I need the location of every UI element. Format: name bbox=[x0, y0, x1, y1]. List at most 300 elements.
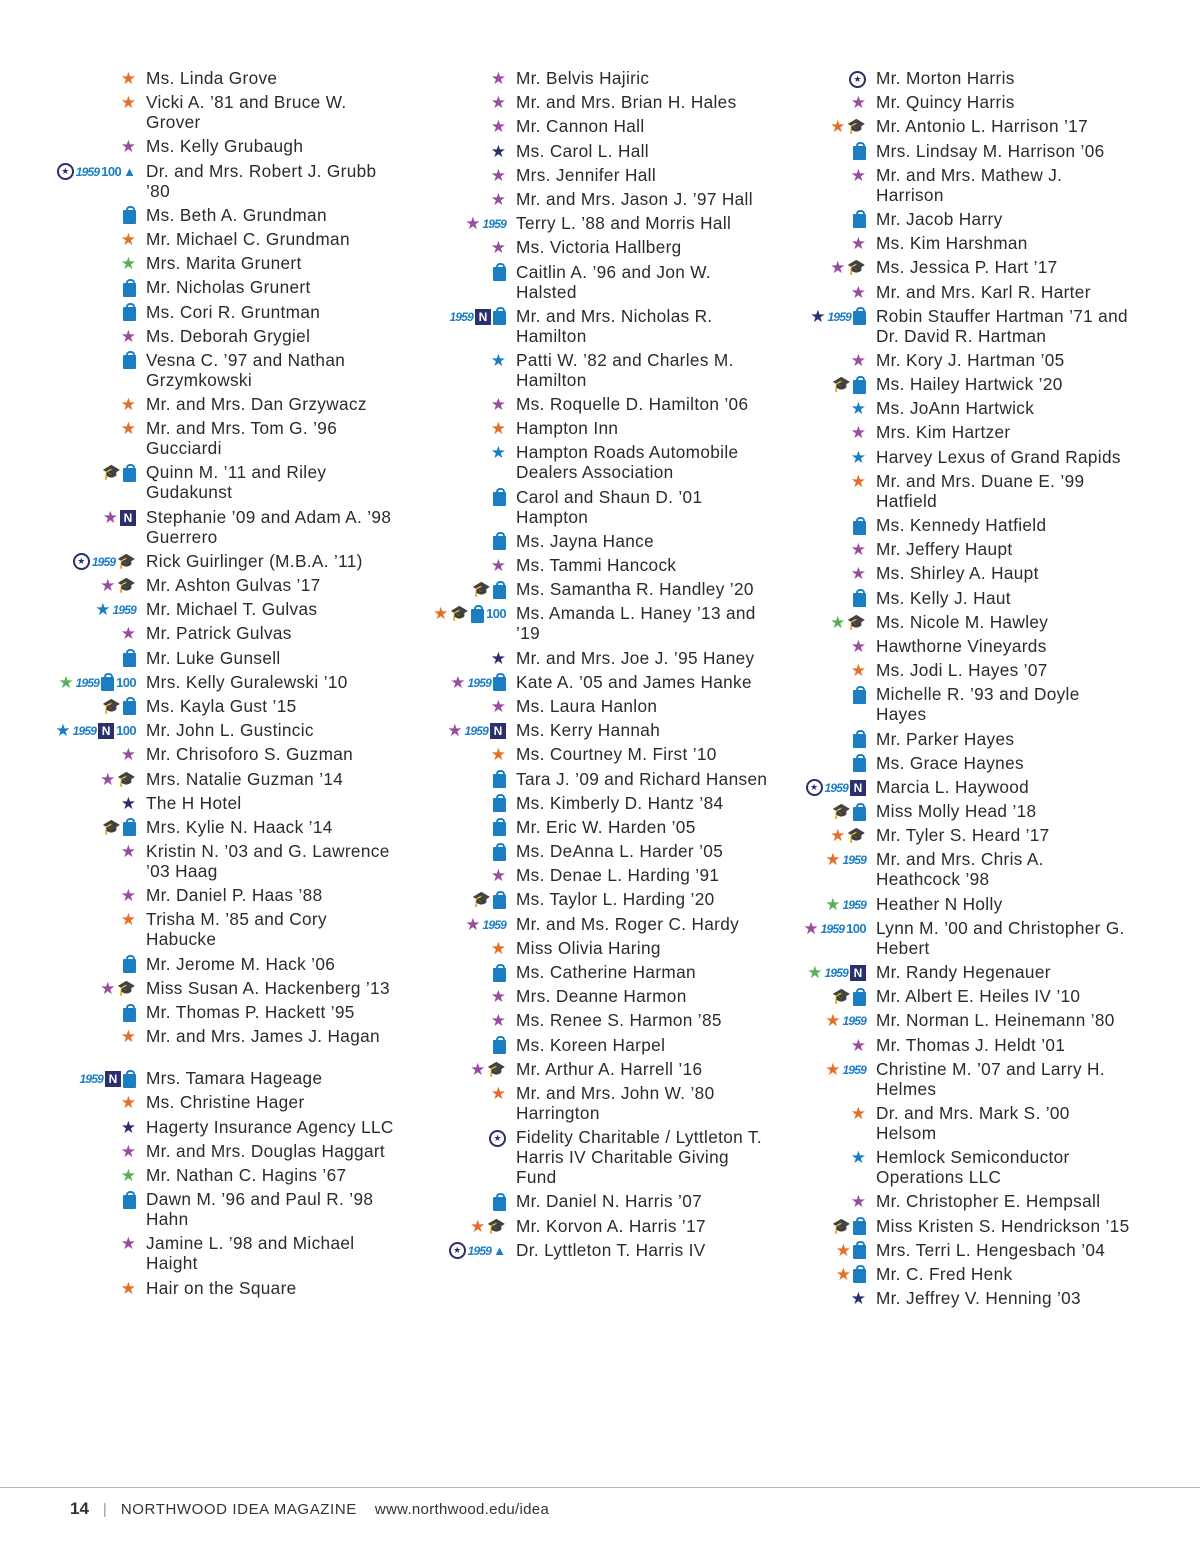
purple-star-icon: ★ bbox=[490, 117, 506, 137]
orange-star-icon: ★ bbox=[120, 419, 136, 439]
donor-name: Mrs. Deanne Harmon bbox=[516, 986, 687, 1007]
donor-name: Mr. Chrisoforo S. Guzman bbox=[146, 744, 354, 765]
shopping-bag-icon bbox=[123, 283, 136, 297]
donor-entry bbox=[0, 462, 420, 502]
shopping-bag-icon bbox=[853, 807, 866, 821]
donor-icon-group bbox=[400, 720, 516, 740]
donor-icon-group bbox=[0, 623, 146, 643]
donor-icon-group bbox=[400, 262, 516, 282]
donor-icon-group bbox=[0, 161, 146, 181]
orange-star-icon: ★ bbox=[470, 1216, 486, 1236]
purple-star-icon: ★ bbox=[490, 165, 506, 185]
northwood-n-icon: N bbox=[98, 723, 114, 739]
donor-entry bbox=[0, 1278, 420, 1298]
donor-name: Ms. Jayna Hance bbox=[516, 530, 655, 551]
donor-entry bbox=[0, 744, 420, 764]
donor-entry bbox=[0, 394, 420, 414]
donor-icon-group bbox=[0, 1068, 146, 1088]
graduation-cap-icon: 🎓 bbox=[472, 891, 491, 909]
donor-entry bbox=[760, 684, 1200, 724]
donor-name: Stephanie ’09 and Adam A. ’98 Guerrero bbox=[146, 506, 392, 547]
donor-name: Ms. Tammi Hancock bbox=[516, 555, 677, 575]
donor-name: Mr. Thomas P. Hackett ’95 bbox=[146, 1002, 355, 1022]
graduation-cap-icon: 🎓 bbox=[487, 1060, 506, 1078]
donor-entry bbox=[760, 636, 1200, 656]
donor-entry bbox=[400, 603, 800, 643]
donor-icon-group bbox=[0, 1233, 146, 1253]
donor-name: Mrs. Lindsay M. Harrison ’06 bbox=[876, 140, 1105, 161]
shopping-bag-icon bbox=[853, 992, 866, 1006]
donor-icon-group bbox=[0, 302, 146, 322]
circle-star-icon: ★ bbox=[489, 1130, 506, 1147]
donor-entry bbox=[0, 909, 420, 949]
donor-entry bbox=[0, 161, 420, 201]
donor-icon-group bbox=[760, 306, 876, 326]
page-footer bbox=[70, 1499, 549, 1519]
orange-star-icon: ★ bbox=[825, 1059, 841, 1079]
donor-icon-group bbox=[400, 986, 516, 1006]
1959-society-icon: 1959 bbox=[112, 603, 136, 618]
donor-name: Mr. and Mrs. Duane E. ’99 Hatfield bbox=[876, 470, 1085, 511]
purple-star-icon: ★ bbox=[450, 672, 466, 692]
donor-name: Trisha M. ’85 and Cory Habucke bbox=[146, 909, 327, 950]
purple-star-icon: ★ bbox=[490, 556, 506, 575]
donor-name: Mr. Ashton Gulvas ’17 bbox=[146, 575, 321, 595]
1959-society-icon: 1959 bbox=[842, 897, 866, 912]
donor-icon-group bbox=[0, 720, 146, 740]
donor-entry bbox=[0, 793, 420, 813]
donor-entry bbox=[760, 233, 1200, 253]
donor-icon-group bbox=[400, 1035, 516, 1055]
donor-icon-group bbox=[400, 141, 516, 161]
orange-star-icon: ★ bbox=[490, 419, 506, 439]
donor-name: Dr. and Mrs. Robert J. Grubb ’80 bbox=[146, 160, 377, 201]
donor-entry bbox=[400, 889, 800, 909]
shopping-bag-icon bbox=[101, 677, 114, 691]
graduation-cap-icon: 🎓 bbox=[832, 803, 851, 821]
magazine-url[interactable]: www.northwood.edu/idea bbox=[374, 1500, 550, 1518]
donor-icon-group bbox=[400, 793, 516, 813]
donor-entry bbox=[760, 471, 1200, 511]
donor-entry bbox=[0, 672, 420, 692]
centennial-100-icon: 100 bbox=[486, 606, 506, 622]
donor-name: Mr. Daniel P. Haas ’88 bbox=[146, 885, 323, 906]
donor-icon-group bbox=[0, 1002, 146, 1022]
orange-star-icon: ★ bbox=[120, 1278, 136, 1298]
donor-entry bbox=[0, 68, 420, 88]
donor-icon-group bbox=[760, 68, 876, 88]
1959-society-icon: 1959 bbox=[75, 675, 100, 690]
donor-name: Mr. Christopher E. Hempsall bbox=[876, 1191, 1101, 1212]
donor-entry bbox=[0, 326, 420, 346]
donor-entry bbox=[760, 165, 1200, 205]
donor-entry bbox=[400, 1127, 800, 1187]
donor-name: Miss Molly Head ’18 bbox=[876, 801, 1037, 822]
donor-icon-group bbox=[400, 1240, 516, 1260]
donor-entry bbox=[400, 1010, 800, 1030]
donor-name: Ms. Deborah Grygiel bbox=[146, 325, 311, 346]
donor-entry bbox=[400, 841, 800, 861]
donor-name: Heather N Holly bbox=[876, 893, 1003, 914]
donor-icon-group bbox=[400, 237, 516, 257]
donor-name: Mr. and Mrs. Nicholas R. Hamilton bbox=[516, 305, 713, 346]
donor-entry bbox=[0, 507, 420, 547]
donor-name: Mr. Tyler S. Heard ’17 bbox=[876, 825, 1050, 846]
1959-society-icon: 1959 bbox=[827, 309, 851, 324]
donor-entry bbox=[400, 189, 800, 209]
purple-star-icon: ★ bbox=[120, 624, 136, 644]
donor-entry bbox=[400, 962, 800, 982]
donor-icon-group bbox=[400, 938, 516, 958]
donor-entry bbox=[400, 141, 800, 161]
donor-name: Ms. Jodi L. Hayes ’07 bbox=[876, 660, 1048, 681]
purple-star-icon: ★ bbox=[100, 978, 116, 998]
donor-entry bbox=[760, 1010, 1200, 1030]
green-star-icon: ★ bbox=[825, 894, 841, 914]
1959-society-icon: 1959 bbox=[467, 1243, 492, 1258]
donor-name: Christine M. ’07 and Larry H. Helmes bbox=[876, 1058, 1105, 1099]
centennial-100-icon: 100 bbox=[101, 163, 122, 179]
shopping-bag-icon bbox=[493, 311, 506, 325]
donor-name: Mrs. Kylie N. Haack ’14 bbox=[146, 816, 333, 837]
donor-column-1 bbox=[0, 68, 420, 1302]
purple-star-icon: ★ bbox=[490, 238, 506, 258]
donor-entry bbox=[760, 1147, 1200, 1187]
purple-star-icon: ★ bbox=[465, 914, 481, 934]
donor-name: Mr. Jacob Harry bbox=[876, 208, 1003, 229]
donor-name: Ms. Kelly J. Haut bbox=[876, 587, 1011, 608]
donor-name: Kate A. ’05 and James Hanke bbox=[516, 671, 752, 692]
donor-name: Vicki A. ’81 and Bruce W. Grover bbox=[146, 92, 347, 133]
donor-icon-group bbox=[760, 1059, 876, 1079]
purple-star-icon: ★ bbox=[850, 234, 866, 254]
1959-society-icon: 1959 bbox=[79, 1072, 103, 1087]
donor-name: Dr. Lyttleton T. Harris IV bbox=[516, 1239, 706, 1260]
shopping-bag-icon bbox=[123, 355, 136, 369]
donor-entry bbox=[0, 205, 420, 225]
shopping-bag-icon bbox=[853, 521, 866, 535]
donor-entry bbox=[400, 865, 800, 885]
donor-name: Mr. and Ms. Roger C. Hardy bbox=[516, 913, 740, 934]
donor-icon-group bbox=[760, 1191, 876, 1211]
shopping-bag-icon bbox=[471, 609, 484, 623]
donor-name: Mrs. Terri L. Hengesbach ’04 bbox=[876, 1239, 1106, 1260]
donor-name: Mr. Belvis Hajiric bbox=[516, 68, 650, 88]
donor-entry bbox=[0, 954, 420, 974]
centennial-100-icon: 100 bbox=[116, 674, 136, 690]
donor-icon-group bbox=[0, 575, 146, 595]
donor-entry bbox=[760, 209, 1200, 229]
donor-entry bbox=[400, 769, 800, 789]
donor-entry bbox=[0, 1189, 420, 1229]
purple-star-icon: ★ bbox=[120, 886, 136, 906]
donor-icon-group bbox=[760, 539, 876, 559]
donor-icon-group bbox=[400, 962, 516, 982]
graduation-cap-icon: 🎓 bbox=[847, 827, 866, 845]
northwood-n-icon: N bbox=[105, 1071, 121, 1087]
donor-entry bbox=[760, 1059, 1200, 1099]
orange-star-icon: ★ bbox=[850, 471, 866, 491]
donor-icon-group bbox=[760, 986, 876, 1006]
donor-name: Mr. and Mrs. Dan Grzywacz bbox=[146, 394, 367, 415]
graduation-cap-icon: 🎓 bbox=[832, 376, 851, 394]
orange-star-icon: ★ bbox=[120, 93, 136, 113]
donor-entry bbox=[400, 744, 800, 764]
donor-entry bbox=[0, 1068, 420, 1088]
donor-icon-group bbox=[400, 889, 516, 909]
donor-icon-group bbox=[0, 92, 146, 112]
blue-star-icon: ★ bbox=[490, 443, 506, 463]
donor-name: Mr. Albert E. Heiles IV ’10 bbox=[876, 986, 1081, 1007]
northwood-n-icon: N bbox=[850, 965, 866, 981]
donor-entry bbox=[400, 672, 800, 692]
donor-icon-group bbox=[400, 841, 516, 861]
donor-icon-group bbox=[0, 885, 146, 905]
graduation-cap-icon: 🎓 bbox=[487, 1217, 506, 1235]
donor-icon-group bbox=[760, 209, 876, 229]
donor-icon-group bbox=[760, 729, 876, 749]
donor-entry bbox=[0, 229, 420, 249]
donor-entry bbox=[400, 487, 800, 527]
donor-name: Mr. and Mrs. Douglas Haggart bbox=[146, 1140, 386, 1161]
donor-icon-group bbox=[0, 1278, 146, 1298]
donor-entry bbox=[0, 769, 420, 789]
1959-society-icon: 1959 bbox=[824, 780, 848, 795]
donor-name: Mr. Kory J. Hartman ’05 bbox=[876, 349, 1065, 370]
donor-entry bbox=[760, 141, 1200, 161]
donor-name: Ms. Roquelle D. Hamilton ’06 bbox=[516, 394, 749, 415]
donor-icon-group bbox=[0, 1141, 146, 1161]
donor-entry bbox=[400, 555, 800, 575]
donor-name: Mrs. Jennifer Hall bbox=[516, 164, 657, 185]
donor-column-3 bbox=[760, 68, 1200, 1312]
donor-icon-group bbox=[400, 914, 516, 934]
donor-icon-group bbox=[0, 769, 146, 789]
donor-icon-group bbox=[400, 165, 516, 185]
1959-society-icon: 1959 bbox=[842, 1014, 866, 1029]
donor-icon-group bbox=[0, 350, 146, 370]
purple-star-icon: ★ bbox=[850, 350, 866, 370]
donor-entry bbox=[0, 136, 420, 156]
shopping-bag-icon bbox=[123, 701, 136, 715]
donor-entry bbox=[0, 1165, 420, 1185]
donor-icon-group bbox=[400, 744, 516, 764]
orange-star-icon: ★ bbox=[490, 1083, 506, 1103]
donor-icon-group bbox=[760, 1035, 876, 1055]
donor-entry bbox=[760, 612, 1200, 632]
donor-icon-group bbox=[760, 1264, 876, 1284]
purple-star-icon: ★ bbox=[850, 540, 866, 560]
donor-icon-group bbox=[760, 282, 876, 302]
donor-name: Tara J. ’09 and Richard Hansen bbox=[516, 768, 768, 789]
circle-star-icon: ★ bbox=[806, 779, 823, 796]
donor-entry bbox=[400, 1059, 800, 1079]
donor-icon-group bbox=[0, 136, 146, 156]
donor-column-2 bbox=[400, 68, 800, 1264]
donor-name: Ms. Jessica P. Hart ’17 bbox=[876, 257, 1058, 278]
donor-name: Mr. Michael T. Gulvas bbox=[146, 599, 318, 620]
purple-star-icon: ★ bbox=[490, 1011, 506, 1031]
shopping-bag-icon bbox=[853, 593, 866, 607]
donor-icon-group bbox=[760, 1147, 876, 1167]
navy-star-icon: ★ bbox=[120, 793, 136, 813]
purple-star-icon: ★ bbox=[447, 721, 463, 741]
donor-entry bbox=[0, 648, 420, 668]
shopping-bag-icon bbox=[123, 959, 136, 973]
shopping-bag-icon bbox=[123, 1195, 136, 1209]
donor-icon-group bbox=[0, 1165, 146, 1185]
orange-star-icon: ★ bbox=[120, 1093, 136, 1113]
donor-entry bbox=[400, 720, 800, 740]
donor-icon-group bbox=[760, 918, 876, 938]
donor-name: Mrs. Natalie Guzman ’14 bbox=[146, 768, 344, 789]
donor-entry bbox=[400, 418, 800, 438]
donor-name: Ms. Renee S. Harmon ’85 bbox=[516, 1010, 722, 1031]
shopping-bag-icon bbox=[493, 798, 506, 812]
donor-entry bbox=[400, 817, 800, 837]
shopping-bag-icon bbox=[853, 758, 866, 772]
donor-icon-group bbox=[400, 394, 516, 414]
donor-entry bbox=[0, 575, 420, 595]
graduation-cap-icon: 🎓 bbox=[832, 1217, 851, 1235]
donor-name: Mrs. Tamara Hageage bbox=[146, 1068, 323, 1089]
donor-icon-group bbox=[400, 865, 516, 885]
donor-icon-group bbox=[400, 1083, 516, 1103]
donor-entry bbox=[0, 817, 420, 837]
graduation-cap-icon: 🎓 bbox=[847, 118, 866, 136]
donor-name: Ms. Hailey Hartwick ’20 bbox=[876, 374, 1063, 395]
donor-name: Mr. Jeffrey V. Henning ’03 bbox=[876, 1288, 1081, 1309]
donor-entry bbox=[760, 1035, 1200, 1055]
donor-name: Mr. Arthur A. Harrell ’16 bbox=[516, 1058, 703, 1079]
donor-name: Robin Stauffer Hartman ’71 and Dr. David R. Hartman bbox=[876, 305, 1128, 346]
shopping-bag-icon bbox=[123, 307, 136, 321]
northwood-n-icon: N bbox=[475, 309, 491, 325]
donor-icon-group bbox=[0, 1092, 146, 1112]
1959-society-icon: 1959 bbox=[842, 853, 866, 868]
circle-star-icon: ★ bbox=[73, 553, 90, 570]
donor-name: Mr. C. Fred Henk bbox=[876, 1263, 1013, 1284]
purple-star-icon: ★ bbox=[850, 423, 866, 443]
donor-icon-group bbox=[0, 253, 146, 273]
green-star-icon: ★ bbox=[120, 254, 136, 274]
donor-entry bbox=[760, 660, 1200, 680]
donor-entry bbox=[760, 918, 1200, 958]
donor-icon-group bbox=[400, 418, 516, 438]
donor-entry bbox=[400, 165, 800, 185]
donor-name: Mr. Morton Harris bbox=[876, 68, 1015, 88]
purple-star-icon: ★ bbox=[490, 395, 506, 415]
shopping-bag-icon bbox=[123, 1008, 136, 1022]
donor-icon-group bbox=[400, 213, 516, 233]
donor-name: Mr. Jerome M. Hack ’06 bbox=[146, 953, 336, 974]
donor-name: Ms. Christine Hager bbox=[146, 1092, 305, 1113]
shopping-bag-icon bbox=[493, 968, 506, 982]
donor-name: Fidelity Charitable / Lyttleton T. Harris IV Charitable Giving Fund bbox=[516, 1127, 762, 1188]
donor-name: Hampton Roads Automobile Dealers Association bbox=[516, 442, 739, 483]
donor-icon-group bbox=[760, 92, 876, 112]
purple-star-icon: ★ bbox=[850, 282, 866, 302]
donor-icon-group bbox=[760, 1010, 876, 1030]
shopping-bag-icon bbox=[123, 653, 136, 667]
donor-entry bbox=[760, 1191, 1200, 1211]
graduation-cap-icon: 🎓 bbox=[117, 552, 136, 570]
donor-icon-group bbox=[0, 1026, 146, 1046]
donor-icon-group bbox=[400, 189, 516, 209]
donor-icon-group bbox=[400, 68, 516, 88]
northwood-n-icon: N bbox=[490, 723, 506, 739]
donor-entry bbox=[0, 1117, 420, 1137]
donor-entry bbox=[0, 418, 420, 458]
orange-star-icon: ★ bbox=[830, 117, 846, 137]
donor-icon-group bbox=[760, 233, 876, 253]
donor-icon-group bbox=[0, 394, 146, 414]
donor-entry bbox=[760, 282, 1200, 302]
orange-star-icon: ★ bbox=[825, 850, 841, 870]
donor-entry bbox=[400, 394, 800, 414]
donor-name: Mrs. Marita Grunert bbox=[146, 253, 302, 274]
navy-star-icon: ★ bbox=[850, 1289, 866, 1309]
donor-name: Carol and Shaun D. ’01 Hampton bbox=[516, 486, 703, 527]
donor-entry bbox=[400, 442, 800, 482]
donor-icon-group bbox=[400, 817, 516, 837]
shopping-bag-icon bbox=[493, 1040, 506, 1054]
donor-icon-group bbox=[760, 1216, 876, 1236]
donor-entry bbox=[400, 938, 800, 958]
donor-icon-group bbox=[760, 374, 876, 394]
shopping-bag-icon bbox=[853, 1221, 866, 1235]
donor-name: Ms. Taylor L. Harding ’20 bbox=[516, 889, 715, 910]
donor-name: Ms. Kelly Grubaugh bbox=[146, 136, 304, 157]
donor-entry bbox=[760, 116, 1200, 136]
1959-society-icon: 1959 bbox=[482, 917, 506, 932]
donor-icon-group bbox=[0, 841, 146, 861]
donor-entry bbox=[400, 579, 800, 599]
donor-entry bbox=[400, 237, 800, 257]
donor-entry bbox=[760, 1216, 1200, 1236]
donor-name: Mr. Nicholas Grunert bbox=[146, 277, 311, 298]
donor-icon-group bbox=[760, 588, 876, 608]
donor-name: Mr. John L. Gustincic bbox=[146, 720, 314, 741]
donor-icon-group bbox=[0, 909, 146, 929]
donor-entry bbox=[760, 894, 1200, 914]
donor-entry bbox=[760, 1288, 1200, 1308]
donor-entry bbox=[0, 1026, 420, 1046]
shopping-bag-icon bbox=[853, 1269, 866, 1283]
donor-name: Mr. and Mrs. Chris A. Heathcock ’98 bbox=[876, 849, 1044, 890]
donor-entry bbox=[0, 302, 420, 322]
donor-entry bbox=[760, 92, 1200, 112]
shopping-bag-icon bbox=[123, 1074, 136, 1088]
donor-icon-group bbox=[0, 205, 146, 225]
donor-name: The H Hotel bbox=[146, 792, 242, 813]
donor-icon-group bbox=[0, 551, 146, 571]
purple-star-icon: ★ bbox=[850, 636, 866, 656]
navy-star-icon: ★ bbox=[120, 1117, 136, 1137]
orange-star-icon: ★ bbox=[490, 745, 506, 765]
donor-entry bbox=[760, 350, 1200, 370]
purple-star-icon: ★ bbox=[490, 987, 506, 1007]
blue-star-icon: ★ bbox=[850, 447, 866, 467]
donor-entry bbox=[400, 1216, 800, 1236]
donor-icon-group bbox=[760, 422, 876, 442]
1959-society-icon: 1959 bbox=[482, 217, 506, 232]
donor-name: Mr. Daniel N. Harris ’07 bbox=[516, 1191, 703, 1212]
donor-name: Lynn M. ’00 and Christopher G. Hebert bbox=[876, 917, 1125, 958]
donor-name: Marcia L. Haywood bbox=[876, 776, 1030, 797]
donor-icon-group bbox=[400, 603, 516, 623]
donor-entry bbox=[400, 914, 800, 934]
